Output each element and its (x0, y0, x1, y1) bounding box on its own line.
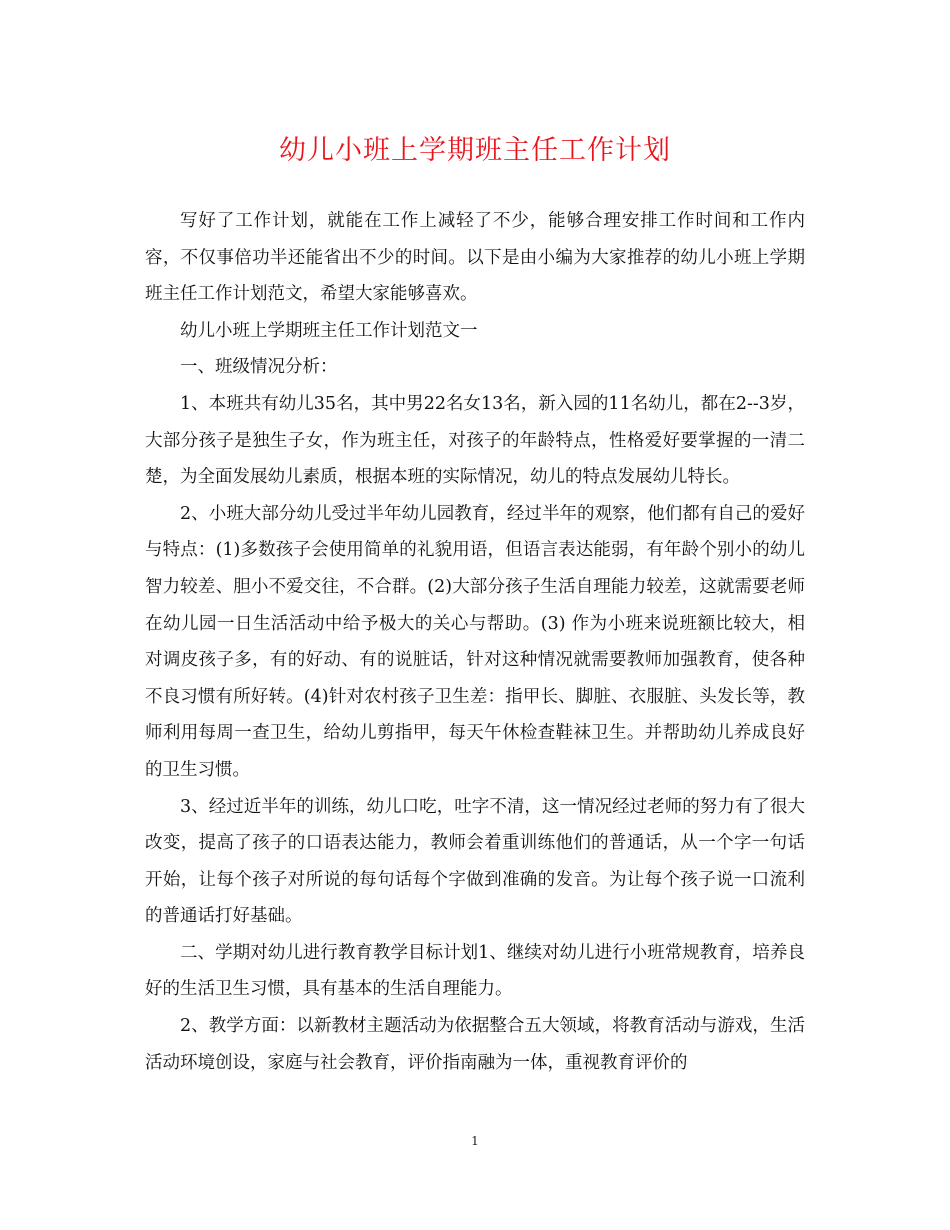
document-title: 幼儿小班上学期班主任工作计划 (279, 135, 671, 166)
paragraph-heading-analysis: 一、班级情况分析： (180, 357, 338, 378)
paragraph-item-3: 3、经过近半年的训练，幼儿口吃，吐字不清，这一情况经过老师的努力有了很大改变，提高了孩子的口语表达能力，教师会着重训练他们的普通话，从一个字一句话开始，让每个孩子对所说的每句话每个字做到准确的发音。为让每个孩子说一口流利的普通话打好基础。 (145, 796, 805, 927)
page-number: 1 (471, 1134, 479, 1148)
paragraph-subtitle: 幼儿小班上学期班主任工作计划范文一 (180, 320, 478, 341)
paragraph-teaching: 2、教学方面：以新教材主题活动为依据整合五大领域，将教育活动与游戏，生活活动环境创设，家庭与社会教育，评价指南融为一体，重视教育评价的 (145, 1016, 805, 1073)
paragraph-heading-goals: 二、学期对幼儿进行教育教学目标计划1、继续对幼儿进行小班常规教育，培养良好的生活卫生习惯，具有基本的生活自理能力。 (145, 942, 805, 1000)
paragraph-item-2: 2、小班大部分幼儿受过半年幼儿园教育，经过半年的观察，他们都有自己的爱好与特点：(1)多数孩子会使用简单的礼貌用语，但语言表达能弱，有年龄个别小的幼儿智力较差、胆小不爱交往，不合群。(2)大部分孩子生活自理能力较差，这就需要老师在幼儿园一日生活活动中给予极大的关心与帮助。(3) 作为小班来说班额比较大，相对调皮孩子多，有的好动、有的说脏话，针对这种情况就需要教师加强教育，使各种不良习惯有所好转。(4)针对农村孩子卫生差：指甲长、脚脏、衣服脏、头发长等，教师利用每周一查卫生，给幼儿剪指甲，每天午休检查鞋袜卫生。并帮助幼儿养成良好的卫生习惯。 (145, 503, 805, 780)
paragraph-intro: 写好了工作计划，就能在工作上减轻了不少，能够合理安排工作时间和工作内容，不仅事倍功半还能省出不少的时间。以下是由小编为大家推荐的幼儿小班上学期班主任工作计划范文，希望大家能够喜欢。 (145, 211, 805, 305)
paragraph-item-1: 1、本班共有幼儿35名，其中男22名女13名，新入园的11名幼儿，都在2--3岁，大部分孩子是独生子女，作为班主任，对孩子的年龄特点，性格爱好要掌握的一清二楚，为全面发展幼儿素质，根据本班的实际情况，幼儿的特点发展幼儿特长。 (145, 393, 805, 488)
document-body (145, 203, 805, 1081)
